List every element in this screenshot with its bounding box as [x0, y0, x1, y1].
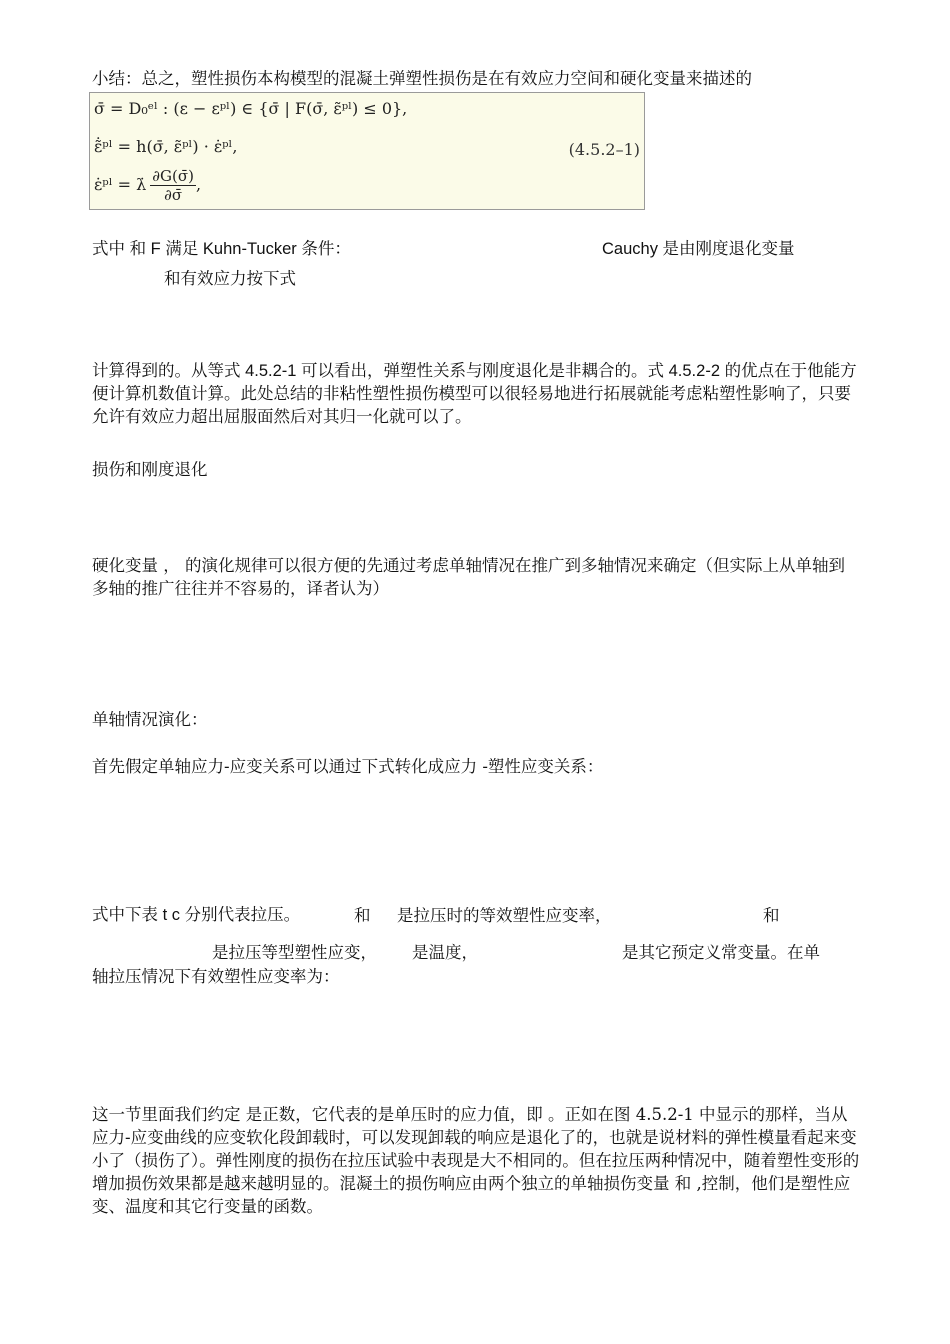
strain-line-b: 是温度，	[412, 943, 478, 962]
equation-number: (4.5.2–1)	[568, 140, 640, 159]
equation-line-1: σ̄ = D₀ᵉˡ : (ε − εᵖˡ) ∈ {σ̄ | F(σ̄, ε̃ᵖˡ) ≤ 0},	[94, 99, 408, 118]
kuhn-tucker-continuation: 和有效应力按下式	[164, 270, 296, 288]
strain-line-c: 是其它预定义常变量。在单	[622, 943, 820, 962]
paragraph-final: 这一节里面我们约定 是正数，它代表的是单压时的应力值，即 。正如在图 4.5.2-1 中显示的那样，当从应力-应变曲线的应变软化段卸载时，可以发现卸载的响应是退化了的，也就是说材料的弹性模量看起来变小了（损伤了）。弹性刚度的损伤在拉压试验中表现是大不相同的。但在拉压两种情况中，随着塑性变形的增加损伤效果都是越来越明显的。混凝土的损伤响应由两个独立的单轴损伤变量 和 ,控制，他们是塑性应变、温度和其它行变量的函数。	[92, 1105, 860, 1216]
equation-line-3-tail: ,	[195, 175, 202, 194]
strain-line-a: 是拉压等型塑性应变，	[212, 943, 377, 962]
paragraph-assumption: 首先假定单轴应力-应变关系可以通过下式转化成应力 -塑性应变关系：	[92, 757, 604, 776]
strain-line-d: 轴拉压情况下有效塑性应变率为：	[92, 967, 340, 986]
heading-uniaxial: 单轴情况演化：	[92, 710, 208, 729]
summary-line: 小结：总之，塑性损伤本构模型的混凝土弹塑性损伤是在有效应力空间和硬化变量来描述的	[92, 69, 752, 88]
equation-line-3	[94, 167, 201, 204]
equation-line-3-lhs: ε̇ᵖˡ = λ̇	[94, 175, 147, 194]
paragraph-computation: 计算得到的。从等式 4.5.2-1 可以看出，弹塑性关系与刚度退化是非耦合的。式 4.5.2-2 的优点在于他能方便计算机数值计算。此处总结的非粘性塑性损伤模型可以很轻易地进行拓展就能考虑粘塑性影响了，只要允许有效应力超出屈服面然后对其归一化就可以了。	[92, 362, 857, 426]
equation-line-2: ε̃̇ᵖˡ = h(σ̄, ε̃ᵖˡ) · ε̇ᵖˡ,	[94, 137, 238, 156]
subscript-line-a: 式中下表 t c 分别代表拉压。	[92, 906, 301, 924]
subscript-line-c: 是拉压时的等效塑性应变率，	[397, 906, 612, 925]
equation-fraction	[150, 167, 196, 204]
fraction-numerator: ∂G(σ̄)	[152, 167, 194, 185]
fraction-denominator: ∂σ̄	[164, 186, 183, 204]
subscript-line-d: 和	[763, 906, 780, 925]
heading-damage: 损伤和刚度退化	[92, 460, 208, 479]
kuhn-tucker-right: Cauchy 是由刚度退化变量	[602, 240, 795, 258]
kuhn-tucker-left: 式中 和 F 满足 Kuhn-Tucker 条件：	[92, 240, 351, 258]
paragraph-hardening: 硬化变量 ， 的演化规律可以很方便的先通过考虑单轴情况在推广到多轴情况来确定（但实际上从单轴到多轴的推广往往并不容易的，译者认为）	[92, 556, 845, 598]
subscript-line-b: 和	[354, 906, 371, 925]
equation-block	[89, 92, 645, 210]
